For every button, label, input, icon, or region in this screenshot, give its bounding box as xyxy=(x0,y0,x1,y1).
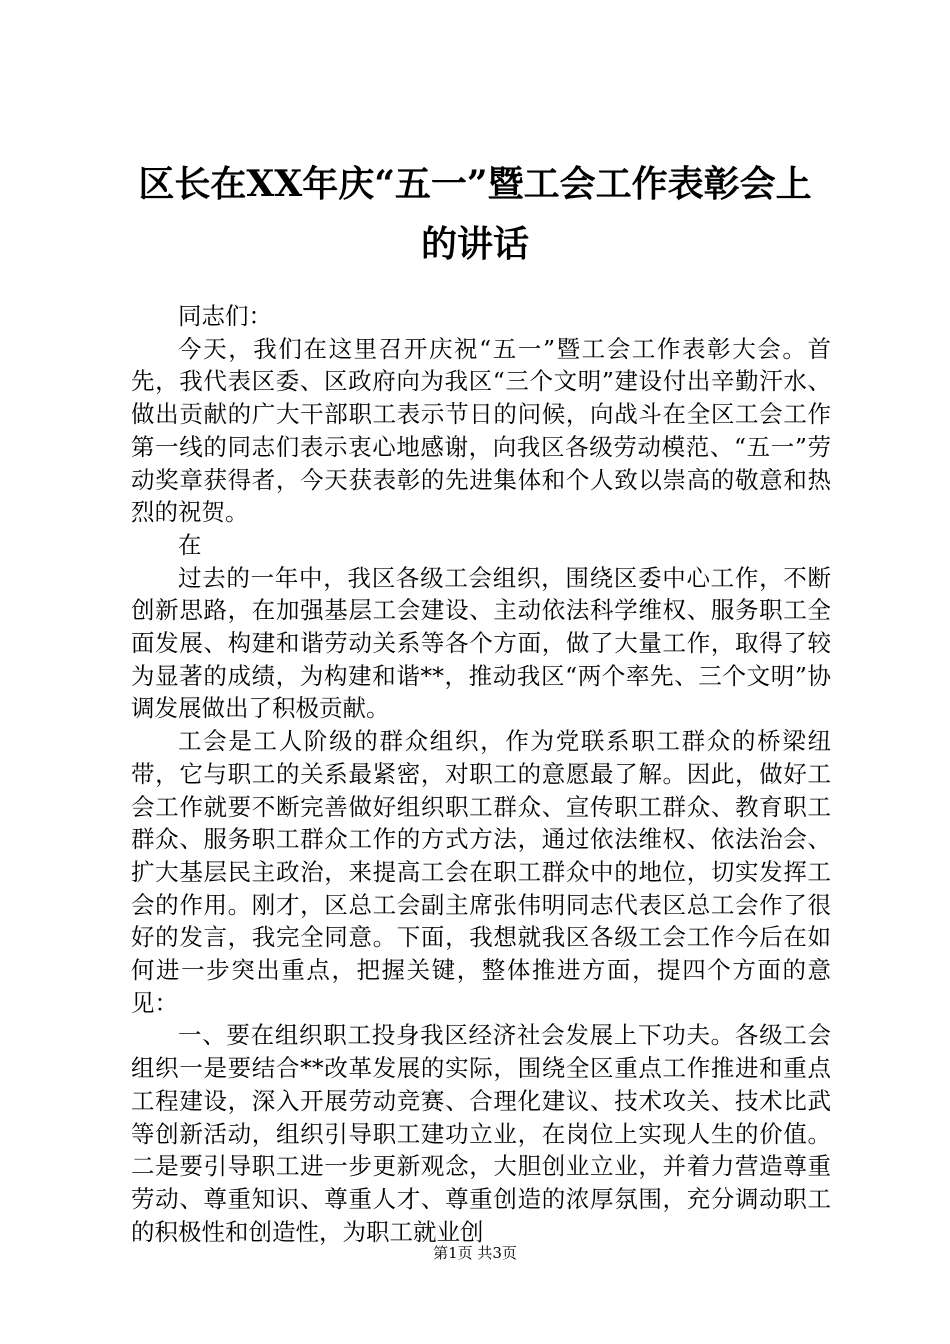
document-title-line-2: 的讲话 xyxy=(420,223,529,265)
salutation: 同志们： xyxy=(178,302,272,330)
paragraph-2: 在 xyxy=(178,530,202,559)
paragraph-5: 一、要在组织职工投身我区经济社会发展上下功夫。各级工会组织一是要结合**改革发展的实际，围绕全区重点工作推进和重点工程建设，深入开展劳动竞赛、合理化建议、技术攻关、技术比武等创新活动，组织引导职工建功立业，在岗位上实现人生的价值。二是要引导职工进一步更新观念，大胆创业立业，并着力营造尊重劳动、尊重知识、尊重人才、尊重创造的浓厚氛围，充分调动职工的积极性和创造性，为职工就业创 xyxy=(131,1021,831,1246)
paragraph-4: 工会是工人阶级的群众组织，作为党联系职工群众的桥梁纽带，它与职工的关系最紧密，对职工的意愿最了解。因此，做好工会工作就要不断完善做好组织职工群众、宣传职工群众、教育职工群众、服务职工群众工作的方式方法，通过依法维权、依法治会、扩大基层民主政治，来提高工会在职工群众中的地位，切实发挥工会的作用。刚才，区总工会副主席张伟明同志代表区总工会作了很好的发言，我完全同意。下面，我想就我区各级工会工作今后在如何进一步突出重点，把握关键，整体推进方面，提四个方面的意见： xyxy=(131,727,831,1017)
document-title-line-1: 区长在XX年庆“五一”暨工会工作表彰会上 xyxy=(138,163,812,205)
page-number-footer: 第1页 共3页 xyxy=(433,1244,517,1262)
document-body xyxy=(131,300,831,1248)
paragraph-1: 今天，我们在这里召开庆祝“五一”暨工会工作表彰大会。首先，我代表区委、区政府向为我区“三个文明”建设付出辛勤汗水、做出贡献的广大干部职工表示节日的问候，向战斗在全区工会工作第一线的同志们表示衷心地感谢，向我区各级劳动模范、“五一”劳动奖章获得者，今天获表彰的先进集体和个人致以崇高的敬意和热烈的祝贺。 xyxy=(131,334,831,527)
paragraph-3: 过去的一年中，我区各级工会组织，围绕区委中心工作，不断创新思路，在加强基层工会建设、主动依法科学维权、服务职工全面发展、构建和谐劳动关系等各个方面，做了大量工作，取得了较为显著的成绩，为构建和谐**，推动我区“两个率先、三个文明”协调发展做出了积极贡献。 xyxy=(131,563,831,723)
